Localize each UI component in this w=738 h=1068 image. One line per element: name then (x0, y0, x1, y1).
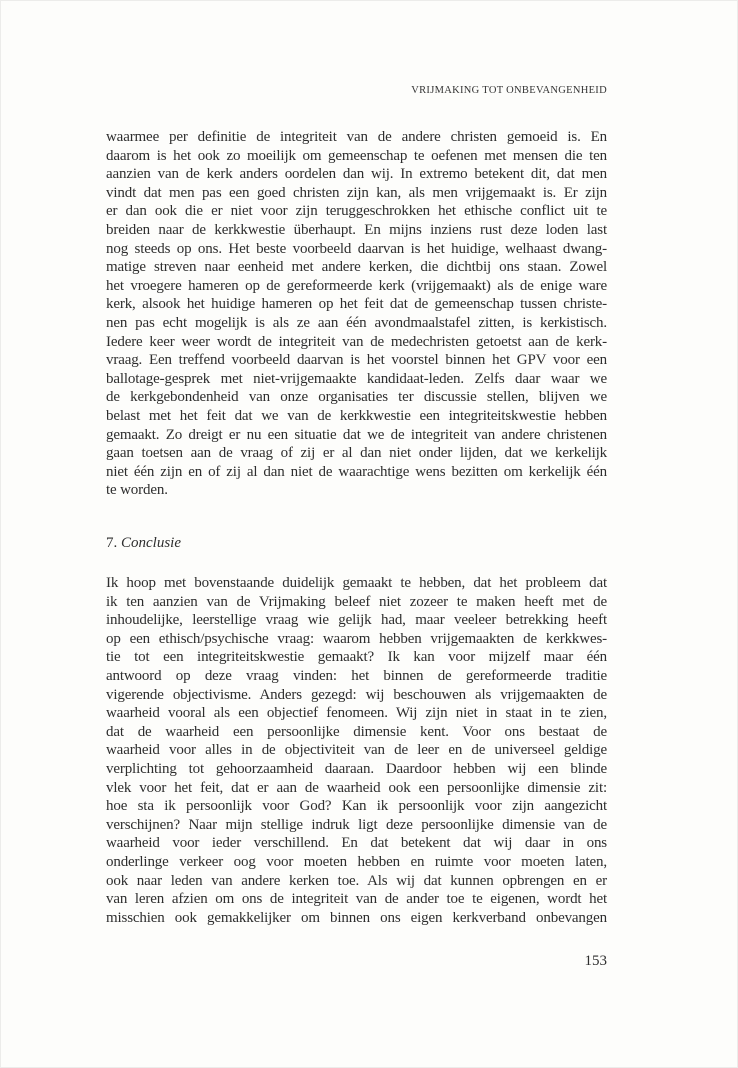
text-line: breiden naar de kerkkwestie überhaupt. En mijns inziens rust deze loden last (106, 221, 607, 238)
text-line: waarheid vooral als een objectief fenomeen. Wij zijn niet in staat in te zien, (106, 705, 607, 722)
text-line: van leren afzien om ons de integriteit van de ander toe te eigenen, wordt het (106, 891, 607, 908)
text-line: aanzien van de kerk anders oordelen dan wij. In extremo betekent dit, dat men (106, 166, 607, 183)
text-line: ik ten aanzien van de Vrijmaking beleef niet zozeer te maken heeft met de (106, 593, 607, 610)
paragraph-1 (106, 128, 607, 500)
text-line: Iedere keer weer wordt de integriteit van de medechristen getoetst aan de kerk- (106, 333, 607, 350)
text-line: onderlinge verkeer oog voor moeten hebben en ruimte voor moeten laten, (106, 853, 607, 870)
page-number: 153 (584, 953, 607, 969)
text-line: ballotage-gesprek met niet-vrijgemaakte kandidaat-leden. Zelfs daar waar we (106, 370, 607, 387)
section-number: 7. (106, 535, 118, 551)
text-line: waarmee per definitie de integriteit van de andere christen gemoeid is. En (106, 129, 607, 145)
text-line: dat de waarheid een persoonlijke dimensie kent. Voor ons bestaat de (106, 723, 607, 740)
text-line: op een ethisch/psychische vraag: waarom hebben vrijgemaakten de kerkkwes- (106, 630, 607, 647)
text-line: het vroegere hameren op de gereformeerde kerk (vrijgemaakt) als de enige ware (106, 277, 607, 294)
text-line: de kerkgebondenheid van onze organisaties ter discussie stellen, blijven we (106, 389, 607, 406)
text-line: verschijnen? Naar mijn stellige indruk ligt deze persoonlijke dimensie van de (106, 816, 607, 833)
text-line: nen pas echt mogelijk is als ze aan één avondmaalstafel zitten, is kerkistisch. (106, 314, 607, 331)
section-heading (106, 535, 181, 552)
text-line: vlek voor het feit, dat er aan de waarheid ook een persoonlijke dimensie zit: (106, 779, 607, 796)
text-line: tie tot een integriteitskwestie gemaakt? Ik kan voor mijzelf maar één (106, 649, 607, 666)
text-line: kerk, alsook het huidige hameren op het feit dat de gemeenschap tussen christe- (106, 296, 607, 313)
text-line: antwoord op deze vraag vinden: het binnen de gereformeerde traditie (106, 667, 607, 684)
text-line: inhoudelijke, leerstellige vraag wie gelijk had, maar veeleer betrekking heeft (106, 612, 607, 629)
text-line: nog steeds op ons. Het beste voorbeeld daarvan is het huidige, welhaast dwang- (106, 240, 607, 257)
text-line: vigerende objectivisme. Anders gezegd: wij beschouwen als vrijgemaakten de (106, 686, 607, 703)
text-line: gaan toetsen aan de vraag of zij er al dan niet onder lijden, dat we kerkelijk (106, 445, 607, 462)
text-line: te worden. (106, 482, 168, 499)
text-line: vindt dat men pas een goed christen zijn kan, als men vrijgemaakt is. Er zijn (106, 184, 607, 201)
text-line: waarheid voor alles in de objectiviteit van de leer en de universeel geldige (106, 742, 607, 759)
text-line: verplichting tot gehoorzaamheid daaraan. Daardoor hebben wij een blinde (106, 760, 607, 777)
section-title: Conclusie (121, 535, 181, 551)
paragraph-2 (106, 574, 607, 927)
text-line: gemaakt. Zo dreigt er nu een situatie dat we de integriteit van andere christenen (106, 426, 607, 443)
text-line: vraag. Een treffend voorbeeld daarvan is het voorstel binnen het GPV voor een (106, 352, 607, 369)
text-line: misschien ook gemakkelijker om binnen ons eigen kerkverband onbevangen (106, 909, 607, 926)
text-line: er dan ook die er niet voor zijn teruggeschrokken het ethische conflict uit te (106, 203, 607, 220)
text-line: hoe sta ik persoonlijk voor God? Kan ik persoonlijk voor zijn aangezicht (106, 798, 607, 815)
text-line: belast met het feit dat we van de kerkkwestie een integriteitskwestie hebben (106, 407, 607, 424)
running-header: VRIJMAKING TOT ONBEVANGENHEID (411, 85, 607, 96)
text-line: Ik hoop met bovenstaande duidelijk gemaakt te hebben, dat het probleem dat (106, 575, 607, 591)
text-line: niet één zijn en of zij al dan niet de waarachtige wens bezitten om kerkelijk één (106, 463, 607, 480)
text-line: daarom is het ook zo moeilijk om gemeenschap te oefenen met mensen die ten (106, 147, 607, 164)
text-line: ook naar leden van andere kerken toe. Als wij dat kunnen opbrengen en er (106, 872, 607, 889)
text-line: waarheid voor ieder verschillend. En dat betekent dat wij daar in ons (106, 835, 607, 852)
text-line: matige streven naar eenheid met andere kerken, die dichtbij ons staan. Zowel (106, 259, 607, 276)
